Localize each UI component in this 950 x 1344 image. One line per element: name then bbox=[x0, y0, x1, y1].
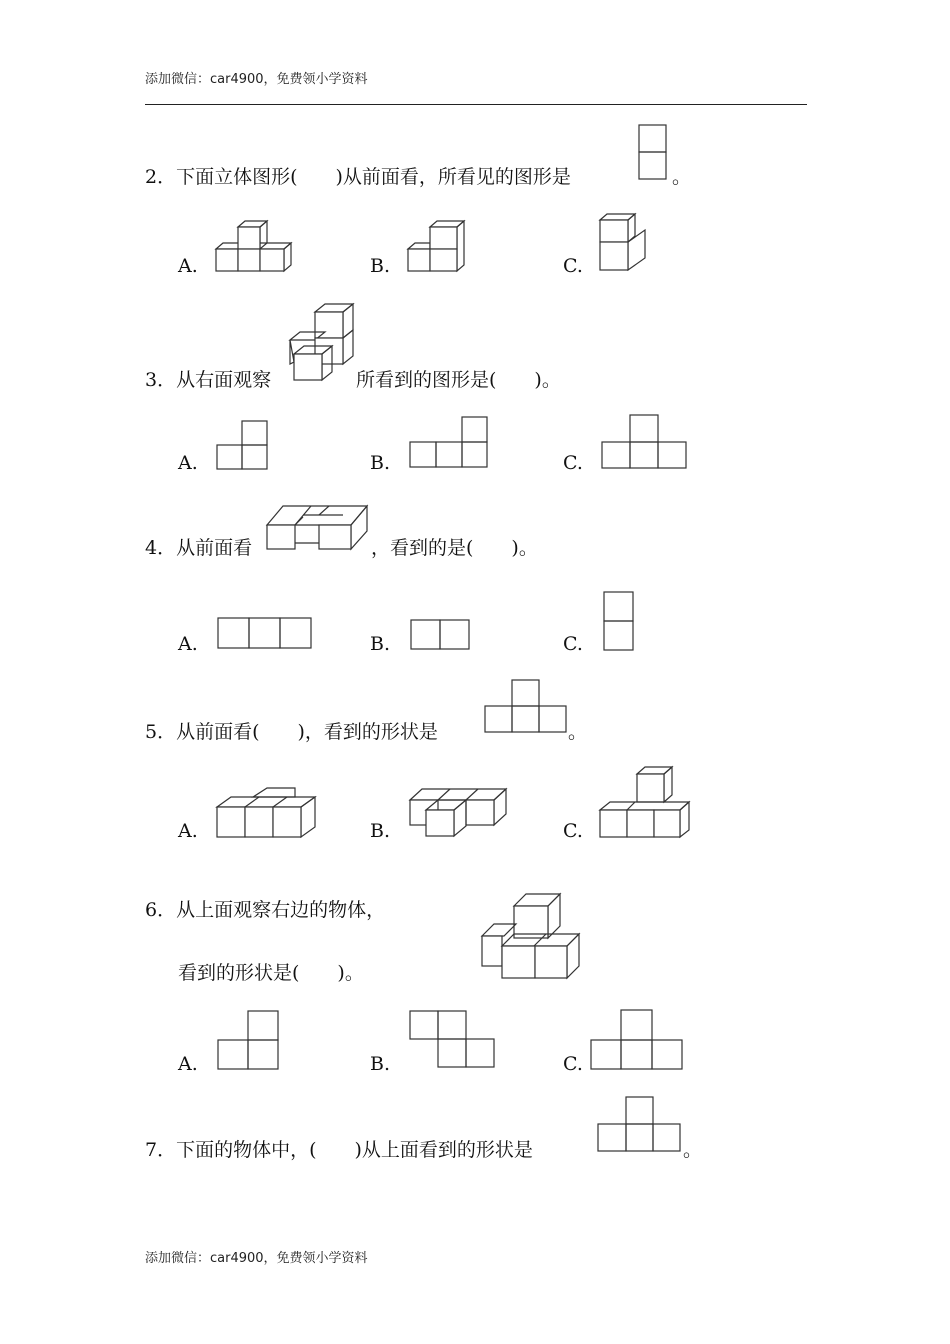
question-2 bbox=[145, 162, 571, 189]
q4-number: 4． bbox=[145, 537, 177, 559]
question-4 bbox=[145, 533, 252, 560]
q2-option-c-label[interactable]: C. bbox=[563, 255, 583, 277]
q4-target-figure bbox=[267, 503, 371, 553]
q7-text-after: 。 bbox=[683, 1139, 703, 1161]
q3-text: 从右面观察 bbox=[176, 369, 272, 391]
q6-option-a-label[interactable]: A. bbox=[178, 1053, 198, 1075]
q5-option-c-label[interactable]: C. bbox=[563, 820, 583, 842]
question-7 bbox=[145, 1135, 533, 1162]
q7-text: 下面的物体中，( )从上面看到的形状是 bbox=[176, 1139, 533, 1161]
q6-text: 从上面观察右边的物体， bbox=[176, 899, 386, 921]
q2-text: 下面立体图形( )从前面看，所看见的图形是 bbox=[176, 166, 571, 188]
q4-text: 从前面看 bbox=[176, 537, 253, 559]
q3-option-b-figure[interactable] bbox=[409, 416, 489, 470]
q6-option-a-figure[interactable] bbox=[217, 1010, 281, 1072]
q5-text-after: 。 bbox=[568, 721, 588, 743]
header-rule bbox=[145, 104, 807, 105]
q5-number: 5． bbox=[145, 721, 177, 743]
question-5 bbox=[145, 717, 438, 744]
q5-option-a-label[interactable]: A. bbox=[178, 820, 198, 842]
q6-option-c-label[interactable]: C. bbox=[563, 1053, 583, 1075]
question-6 bbox=[145, 895, 385, 922]
q4-option-c-label[interactable]: C. bbox=[563, 633, 583, 655]
q4-option-a-label[interactable]: A. bbox=[178, 633, 198, 655]
q5-option-c-figure[interactable] bbox=[600, 766, 692, 840]
q2-option-a-figure[interactable] bbox=[216, 216, 294, 274]
q6-number: 6． bbox=[145, 899, 177, 921]
q3-target-figure bbox=[290, 302, 356, 384]
q4-option-a-figure[interactable] bbox=[217, 617, 315, 651]
q5-target-figure bbox=[484, 679, 568, 735]
q2-option-b-figure[interactable] bbox=[408, 216, 468, 274]
page-footer: 添加微信：car4900，免费领小学资料 bbox=[145, 1251, 368, 1266]
q5-option-b-label[interactable]: B. bbox=[370, 820, 391, 842]
q3-option-b-label[interactable]: B. bbox=[370, 452, 391, 474]
q6-option-b-label[interactable]: B. bbox=[370, 1053, 391, 1075]
q6-option-c-figure[interactable] bbox=[590, 1009, 686, 1071]
question-3 bbox=[145, 365, 271, 392]
q4-option-b-figure[interactable] bbox=[410, 619, 472, 651]
q3-option-a-label[interactable]: A. bbox=[178, 452, 198, 474]
q2-text-after: 。 bbox=[672, 166, 692, 188]
q3-number: 3． bbox=[145, 369, 177, 391]
q6-option-b-figure[interactable] bbox=[409, 1010, 497, 1070]
q7-target-figure bbox=[597, 1096, 683, 1154]
page-header: 添加微信：car4900，免费领小学资料 bbox=[145, 72, 368, 87]
q3-option-a-figure[interactable] bbox=[216, 420, 270, 472]
q7-number: 7． bbox=[145, 1139, 177, 1161]
q2-option-a-label[interactable]: A. bbox=[178, 255, 198, 277]
q2-number: 2． bbox=[145, 166, 177, 188]
q2-option-c-figure[interactable] bbox=[600, 212, 648, 274]
q3-option-c-label[interactable]: C. bbox=[563, 452, 583, 474]
q6-text-line2: 看到的形状是( )。 bbox=[178, 962, 364, 984]
q5-text: 从前面看( )，看到的形状是 bbox=[176, 721, 438, 743]
q2-target-figure bbox=[638, 124, 668, 182]
q4-text-after: ，看到的是( )。 bbox=[371, 537, 538, 559]
q5-option-a-figure[interactable] bbox=[217, 787, 319, 841]
q3-option-c-figure[interactable] bbox=[601, 414, 689, 470]
q3-text-after: 所看到的图形是( )。 bbox=[356, 369, 561, 391]
q6-target-figure bbox=[482, 892, 582, 980]
q5-option-b-figure[interactable] bbox=[408, 786, 512, 840]
q2-option-b-label[interactable]: B. bbox=[370, 255, 391, 277]
q4-option-b-label[interactable]: B. bbox=[370, 633, 391, 655]
q4-option-c-figure[interactable] bbox=[603, 591, 635, 653]
